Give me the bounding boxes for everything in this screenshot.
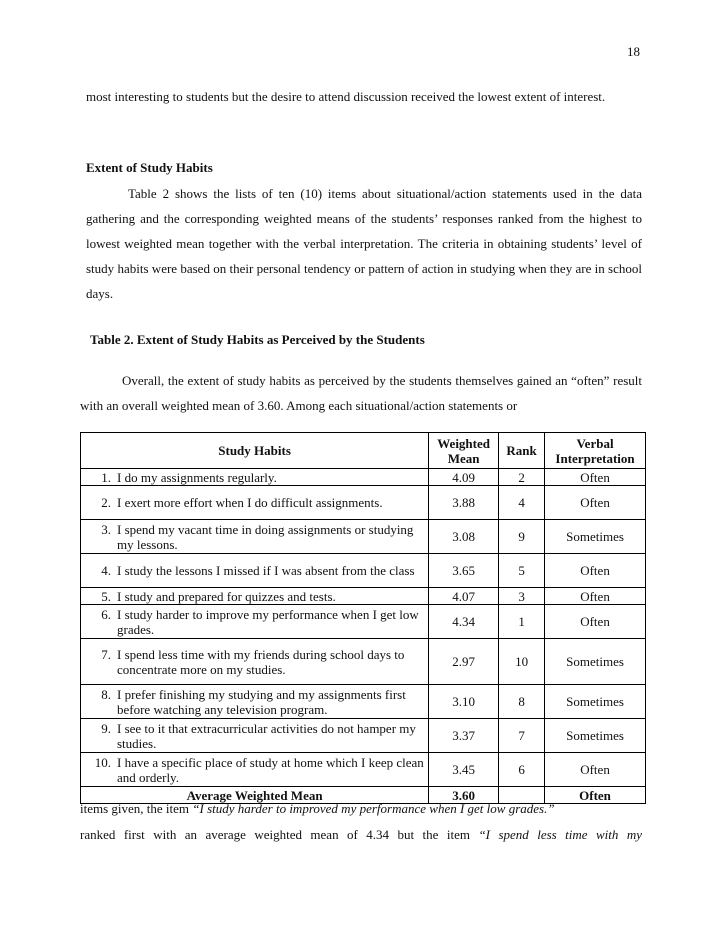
habit-number: 4. [101,563,111,578]
verbal-interpretation-cell: Sometimes [545,639,646,685]
table-row [81,753,646,787]
table-row [81,588,646,605]
header-weighted-mean: Weighted Mean [429,433,499,469]
table-row [81,520,646,554]
habit-number: 3. [101,521,111,537]
habit-number: 6. [101,606,111,622]
rank-cell: 9 [499,520,545,554]
habit-cell [81,588,429,605]
habit-text: I study and prepared for quizzes and tests. [117,588,336,604]
weighted-mean-cell: 2.97 [429,639,499,685]
average-verbal: Often [545,787,646,804]
section-heading: Extent of Study Habits [86,160,213,175]
habit-text: I do my assignments regularly. [117,469,277,485]
page-number: 18 [627,44,640,59]
habit-cell [81,520,429,554]
habit-cell [81,685,429,719]
habit-cell [81,605,429,639]
average-mean: 3.60 [429,787,499,804]
habit-text: I spend my vacant time in doing assignments or studying my lessons. [117,521,414,552]
table-row [81,469,646,486]
verbal-interpretation-cell: Often [545,486,646,520]
verbal-interpretation-cell: Often [545,753,646,787]
weighted-mean-cell: 3.37 [429,719,499,753]
header-study-habits: Study Habits [81,433,429,469]
weighted-mean-cell: 3.10 [429,685,499,719]
average-label: Average Weighted Mean [81,787,429,804]
verbal-interpretation-cell: Often [545,469,646,486]
rank-cell: 1 [499,605,545,639]
habit-cell [81,486,429,520]
weighted-mean-cell: 4.34 [429,605,499,639]
rank-cell: 6 [499,753,545,787]
habit-number: 2. [101,495,111,510]
weighted-mean-cell: 4.09 [429,469,499,486]
after-table-text-2: ranked first with an average weighted mean of 4.34 but the item [80,827,479,842]
weighted-mean-cell: 4.07 [429,588,499,605]
habit-cell [81,639,429,685]
rank-cell: 7 [499,719,545,753]
table-body [81,469,646,787]
table-header-row [81,433,646,469]
habit-number: 8. [101,686,111,702]
intro-paragraph: most interesting to students but the desire to attend discussion received the lowest extent of interest. [86,89,606,104]
after-table-line-1 [80,796,642,821]
rank-cell: 8 [499,685,545,719]
rank-cell: 4 [499,486,545,520]
rank-cell: 2 [499,469,545,486]
table-caption: Table 2. Extent of Study Habits as Perceived by the Students [90,332,425,347]
section-paragraph: Table 2 shows the lists of ten (10) items about situational/action statements used in the data gathering and the corresponding weighted means of the students’ responses ranked from the highest to lowest weighted mean together with the verbal interpretation. The criteria in obtaining students’ level of study habits were based on their personal tendency or pattern of action in studying when they are in school days. [86,186,642,301]
table-row [81,605,646,639]
after-table-text-1: items given, the item [80,801,193,816]
verbal-interpretation-cell: Often [545,554,646,588]
quoted-item-friends: “I spend less time with my [478,827,642,842]
habit-text: I see to it that extracurricular activities do not hamper my studies. [117,720,416,751]
habit-text: I study harder to improve my performance when I get low grades. [117,606,419,637]
study-habits-table [80,432,646,804]
habit-text: I exert more effort when I do difficult assignments. [117,495,383,510]
habit-number: 10. [94,754,111,770]
habit-number: 5. [101,588,111,604]
rank-cell: 3 [499,588,545,605]
weighted-mean-cell: 3.88 [429,486,499,520]
table-row [81,719,646,753]
table-row [81,639,646,685]
habit-text: I prefer finishing my studying and my assignments first before watching any television program. [117,686,406,717]
table-row [81,685,646,719]
habit-cell [81,554,429,588]
header-verbal-interpretation: Verbal Interpretation [545,433,646,469]
habit-number: 1. [101,469,111,485]
weighted-mean-cell: 3.08 [429,520,499,554]
verbal-interpretation-cell: Often [545,588,646,605]
rank-cell: 10 [499,639,545,685]
habit-number: 9. [101,720,111,736]
quoted-item-improve: “I study harder to improved my performance when I get low grades.” [192,801,555,816]
weighted-mean-cell: 3.45 [429,753,499,787]
rank-cell: 5 [499,554,545,588]
weighted-mean-cell: 3.65 [429,554,499,588]
habit-text: I spend less time with my friends during school days to concentrate more on my studies. [117,646,405,677]
habit-cell [81,469,429,486]
habit-text: I study the lessons I missed if I was absent from the class [117,563,415,578]
verbal-interpretation-cell: Sometimes [545,520,646,554]
verbal-interpretation-cell: Sometimes [545,685,646,719]
habit-text: I have a specific place of study at home which I keep clean and orderly. [117,754,424,785]
table-row [81,554,646,588]
table-row [81,486,646,520]
verbal-interpretation-cell: Often [545,605,646,639]
overall-paragraph: Overall, the extent of study habits as perceived by the students themselves gained an “often” result with an overall weighted mean of 3.60. Among each situational/action statements or [80,373,642,413]
header-rank: Rank [499,433,545,469]
habit-number: 7. [101,646,111,662]
after-table-line-2 [80,822,642,847]
habit-cell [81,753,429,787]
verbal-interpretation-cell: Sometimes [545,719,646,753]
habit-cell [81,719,429,753]
